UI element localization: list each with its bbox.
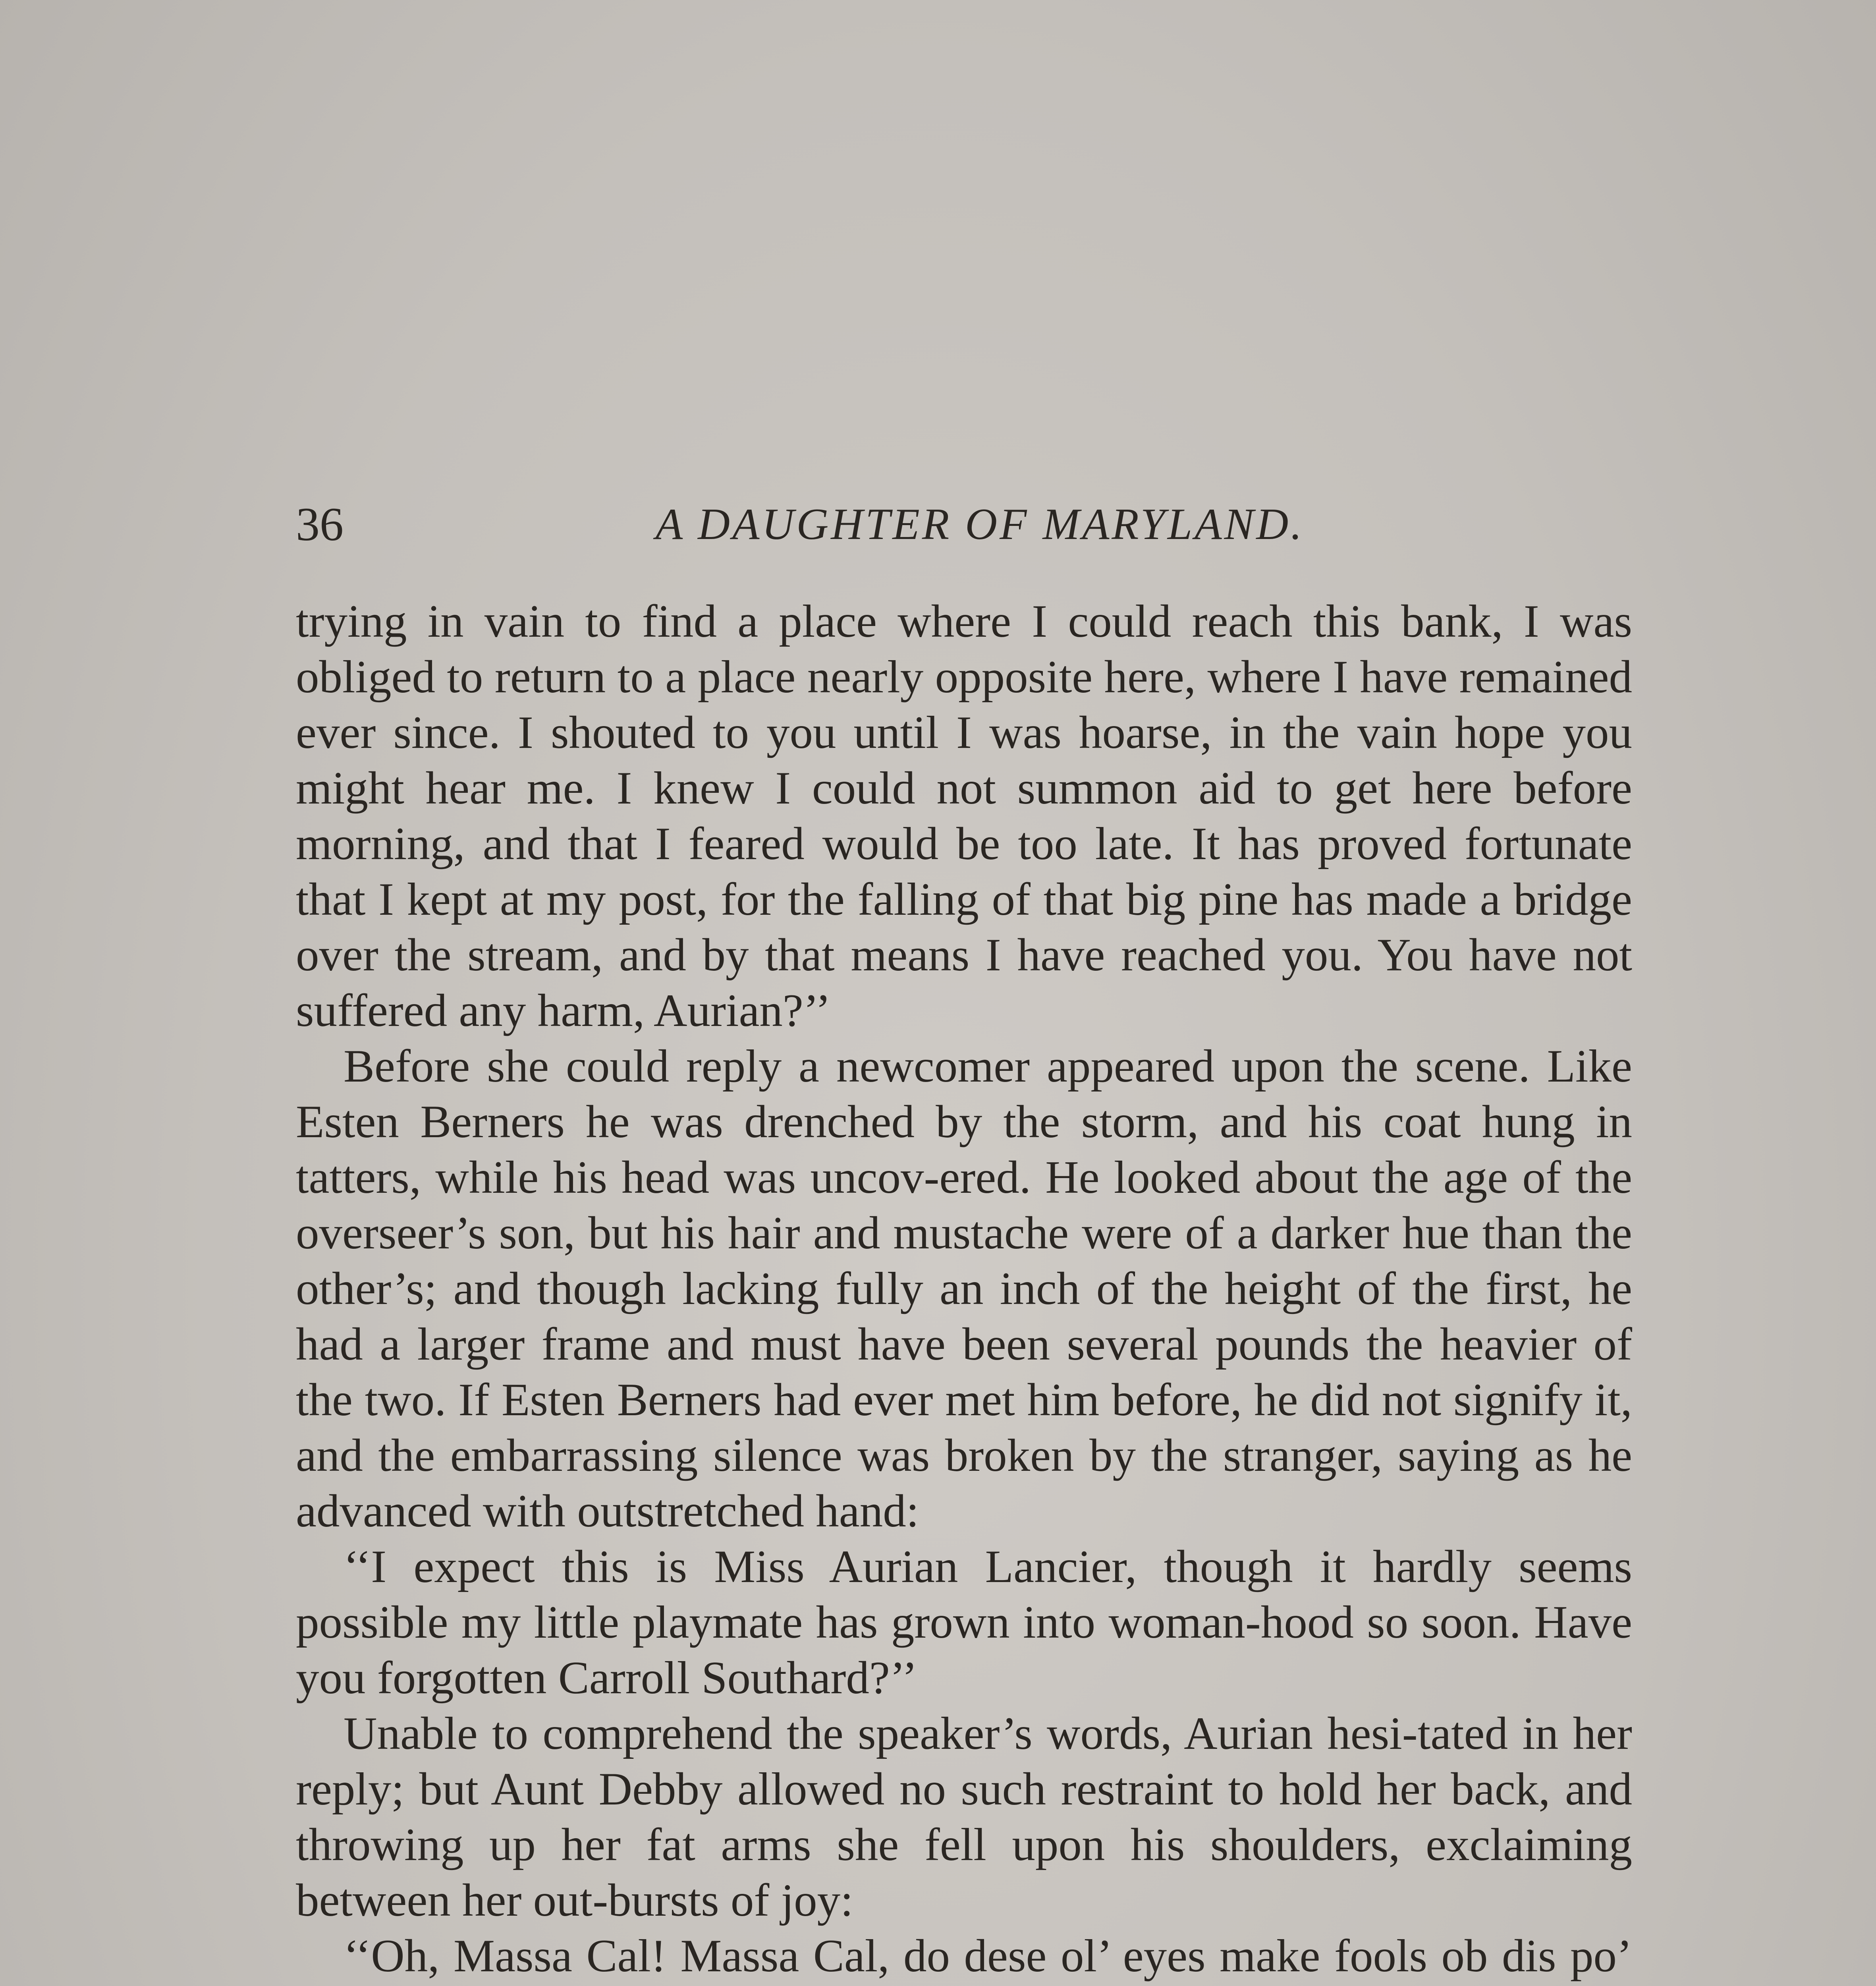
page-number: 36 <box>296 498 344 551</box>
text-block <box>296 493 1632 1986</box>
paragraph: ‘‘I expect this is Miss Aurian Lancier, though it hardly seems possible my little playmate has grown into woman-hood so soon. Have you forgotten Carroll Southard?’’ <box>296 1541 1632 1704</box>
paragraph: Before she could reply a newcomer appeared upon the scene. Like Esten Berners he was drenched by the storm, and his coat hung in tatters, while his head was uncov-ered. He looked about the age of the overseer’s son, but his hair and mustache were of a darker hue than the other’s; and though lacking fully an inch of the height of the first, he had a larger frame and must have been several pounds the heavier of the two. If Esten Berners had ever met him before, he did not signify it, and the embarrassing silence was broken by the stranger, saying as he advanced with outstretched hand: <box>296 1041 1632 1537</box>
paragraph: ‘‘Oh, Massa Cal! Massa Cal, do dese ol’ eyes make fools ob dis po’ <box>344 1930 1632 1982</box>
page-header <box>296 493 1632 556</box>
paragraph: Unable to comprehend the speaker’s words, Aurian hesi-tated in her reply; but Aunt Debby allowed no such restraint to hold her back, and throwing up her fat arms she fell upon his shoulders, exclaiming between her out-bursts of joy: <box>296 1708 1632 1926</box>
body-text <box>296 594 1632 1986</box>
running-head: A DAUGHTER OF MARYLAND. <box>655 500 1305 549</box>
paragraph: trying in vain to find a place where I could reach this bank, I was obliged to return to a place nearly opposite here, where I have remained ever since. I shouted to you until I was hoarse, in the vain hope you might hear me. I knew I could not summon aid to get here before morning, and that I feared would be too late. It has proved fortunate that I kept at my post, for the falling of that big pine has made a bridge over the stream, and by that means I have reached you. You have not suffered any harm, Aurian?’’ <box>296 596 1632 1036</box>
